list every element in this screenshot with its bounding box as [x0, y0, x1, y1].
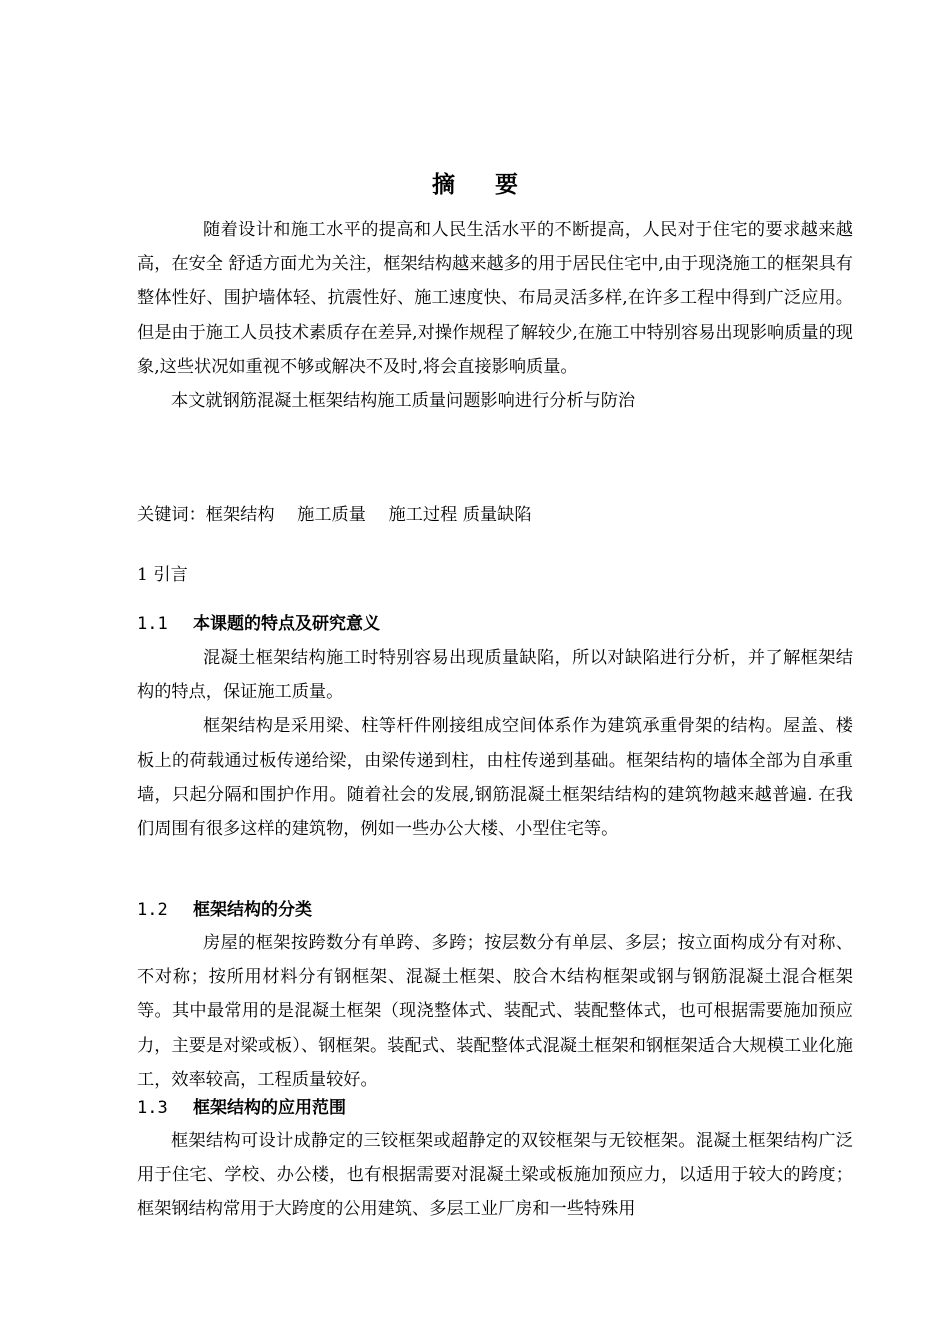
section-1-2-number: 1.2: [137, 900, 168, 920]
abstract-title-part1: 摘: [432, 172, 455, 198]
section-1-3-number: 1.3: [137, 1098, 168, 1118]
section-1-3-body: [137, 1124, 853, 1227]
abstract-title-part2: 要: [495, 172, 518, 198]
section-1-1-paragraph-2: 框架结构是采用梁、柱等杆件刚接组成空间体系作为建筑承重骨架的结构。屋盖、楼板上的荷载通过板传递给梁，由梁传递到柱，由柱传递到基础。框架结构的墙体全部为自承重墙，只起分隔和围护作用。随着社会的发展,钢筋混凝土框架结结构的建筑物越来越普遍. 在我们周围有很多这样的建筑物，例如一些办公大楼、小型住宅等。: [137, 716, 853, 840]
abstract-paragraph-2: 本文就钢筋混凝土框架结构施工质量问题影响进行分析与防治: [171, 391, 636, 412]
section-1-1-title: 本课题的特点及研究意义: [193, 614, 380, 634]
abstract-body: [137, 213, 853, 418]
section-1-heading: 1 引言: [137, 565, 188, 585]
abstract-paragraph-1: 随着设计和施工水平的提高和人民生活水平的不断提高，人民对于住宅的要求越来越高，在安全 舒适方面尤为关注，框架结构越来越多的用于居民住宅中,由于现浇施工的框架具有整体性好、围护墙体轻、抗震性好、施工速度快、布局灵活多样,在许多工程中得到广泛应用。但是由于施工人员技术素质存在差异,对操作规程了解较少,在施工中特别容易出现影响质量的现象,这些状况如重视不够或解决不及时,将会直接影响质量。: [137, 220, 853, 377]
section-1-2-heading: [137, 898, 312, 922]
section-1-1-number: 1.1: [137, 614, 168, 634]
section-1-2-title: 框架结构的分类: [193, 900, 312, 920]
section-1-3-heading: [137, 1096, 346, 1120]
section-1-1-body: [137, 641, 853, 846]
section-1-3-title: 框架结构的应用范围: [193, 1098, 346, 1118]
section-1-1-heading: [137, 612, 380, 636]
section-1-1-paragraph-1: 混凝土框架结构施工时特别容易出现质量缺陷，所以对缺陷进行分析，并了解框架结构的特点，保证施工质量。: [137, 648, 853, 703]
section-1-3-paragraph-1: 框架结构可设计成静定的三铰框架或超静定的双铰框架与无铰框架。混凝土框架结构广泛用于住宅、学校、办公楼，也有根据需要对混凝土梁或板施加预应力，以适用于较大的跨度；框架钢结构常用于大跨度的公用建筑、多层工业厂房和一些特殊用: [137, 1131, 853, 1220]
keywords-line: 关键词：框架结构 施工质量 施工过程 质量缺陷: [137, 505, 532, 525]
section-1-2-paragraph-1: 房屋的框架按跨数分有单跨、多跨；按层数分有单层、多层；按立面构成分有对称、不对称；按所用材料分有钢框架、混凝土框架、胶合木结构框架或钢与钢筋混凝土混合框架等。其中最常用的是混凝土框架（现浇整体式、装配式、装配整体式，也可根据需要施加预应力，主要是对梁或板）、钢框架。装配式、装配整体式混凝土框架和钢框架适合大规模工业化施工，效率较高，工程质量较好。: [137, 933, 853, 1090]
section-1-2-body: [137, 926, 853, 1097]
abstract-title: [0, 166, 950, 199]
